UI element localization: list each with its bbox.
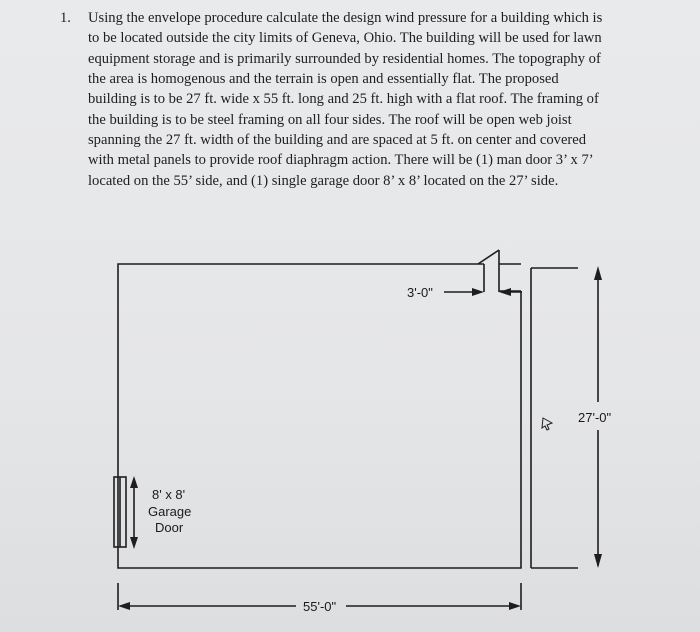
arrowhead [130, 537, 138, 549]
problem-line: the area is homogenous and the terrain is open and essentially flat. The proposed [88, 71, 559, 87]
arrowhead [509, 602, 521, 610]
man-door-leaf [478, 250, 499, 264]
man-door-dimension-label: 3'-0" [407, 285, 433, 300]
problem-line: with metal panels to provide roof diaphragm action. There will be (1) man door 3’ x 7’ [88, 152, 594, 168]
problem-line: located on the 55’ side, and (1) single garage door 8’ x 8’ located on the 27’ side. [88, 173, 559, 189]
length-dimension-label: 55'-0" [303, 599, 337, 614]
arrowhead [499, 288, 511, 296]
problem-line: to be located outside the city limits of Geneva, Ohio. The building will be used for lawn [88, 30, 602, 46]
width-dimension-label: 27'-0" [578, 410, 612, 425]
garage-door-label: Garage [148, 504, 192, 519]
arrowhead [118, 602, 130, 610]
arrowhead [594, 554, 602, 568]
arrowhead [130, 476, 138, 488]
cursor-icon [542, 418, 552, 430]
problem-line: the building is to be steel framing on all four sides. The roof will be open web joist [88, 112, 572, 128]
arrowhead [594, 266, 602, 280]
garage-door-size-label: 8' x 8' [152, 487, 186, 502]
problem-line: building is to be 27 ft. wide x 55 ft. long and 25 ft. high with a flat roof. The framing of [88, 91, 599, 107]
problem-line: equipment storage and is primarily surrounded by residential homes. The topography of [88, 51, 601, 67]
problem-line: spanning the 27 ft. width of the building and are spaced at 5 ft. on center and covered [88, 132, 587, 148]
problem-number: 1. [60, 10, 71, 26]
garage-door-label: Door [155, 520, 184, 535]
arrowhead [472, 288, 484, 296]
problem-line: Using the envelope procedure calculate the design wind pressure for a building which is [88, 10, 603, 26]
